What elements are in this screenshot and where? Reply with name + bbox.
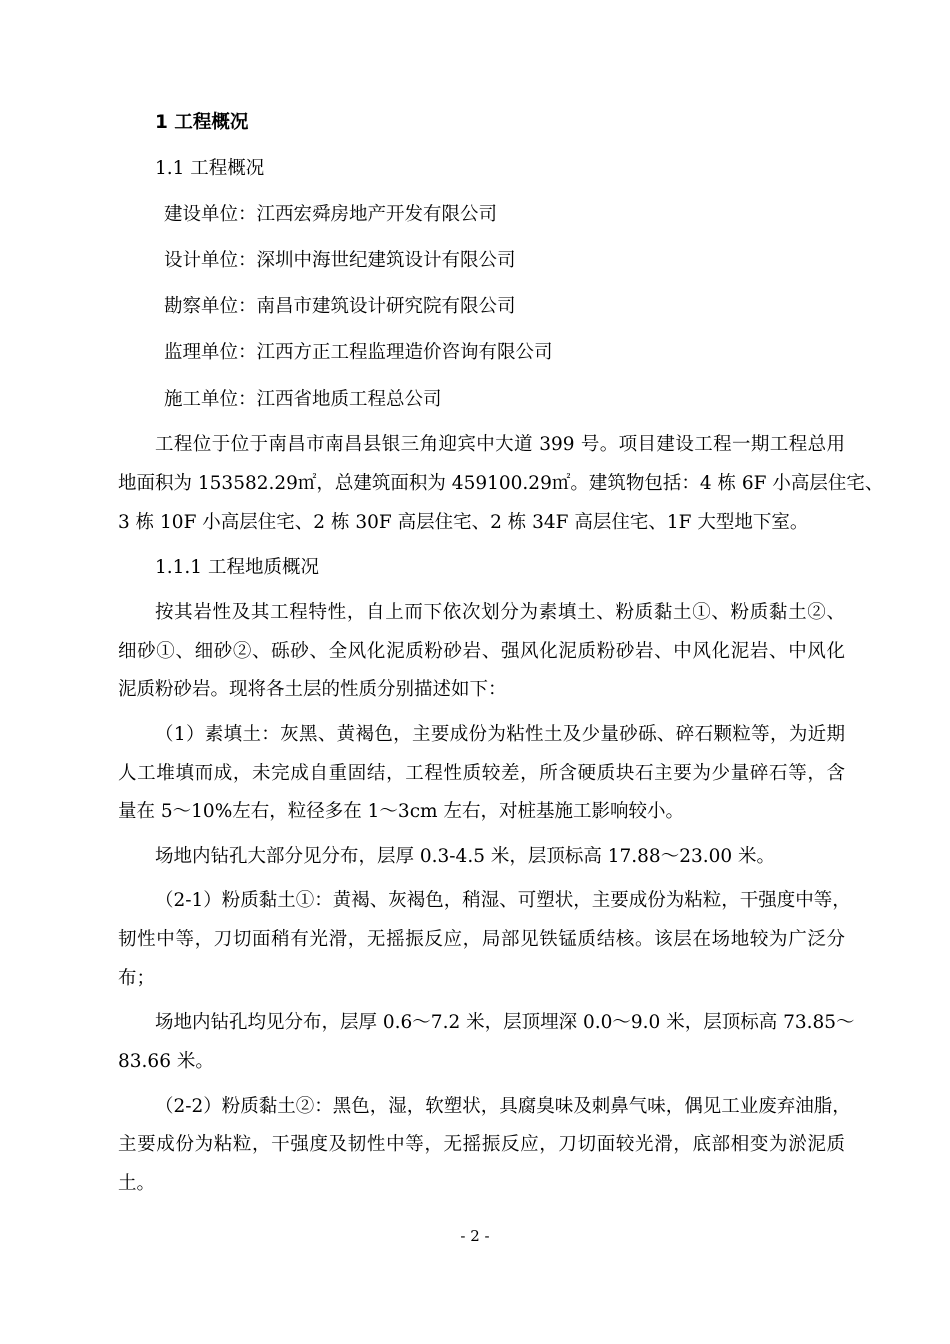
paragraph-line: （1）素填土：灰黑、黄褐色，主要成份为粘性土及少量砂砾、碎石颗粒等，为近期 [155,724,845,745]
unit-design: 设计单位：深圳中海世纪建筑设计有限公司 [164,250,516,271]
paragraph-line: 83.66 米。 [118,1051,214,1072]
paragraph-line: 3 栋 10F 小高层住宅、2 栋 30F 高层住宅、2 栋 34F 高层住宅、1F 大型地下室。 [118,512,809,533]
paragraph-line: 工程位于位于南昌市南昌县银三角迎宾中大道 399 号。项目建设工程一期工程总用 [155,434,845,455]
paragraph-line: （2-1）粉质黏土①：黄褐、灰褐色，稍湿、可塑状，主要成份为粘粒，干强度中等， [155,890,851,911]
paragraph-line: 场地内钻孔大部分见分布，层厚 0.3-4.5 米，层顶标高 17.88～23.00 米。 [155,846,776,867]
paragraph-line: 人工堆填而成，未完成自重固结，工程性质较差，所含硬质块石主要为少量碎石等，含 [118,763,845,784]
subsubsection-heading: 1.1.1 工程地质概况 [155,557,319,578]
unit-contractor: 施工单位：江西省地质工程总公司 [164,389,442,410]
paragraph-line: 韧性中等，刀切面稍有光滑，无摇振反应，局部见铁锰质结核。该层在场地较为广泛分 [118,929,845,950]
paragraph-line: 主要成份为粘粒，干强度及韧性中等，无摇振反应，刀切面较光滑，底部相变为淤泥质 [118,1134,845,1155]
unit-survey: 勘察单位：南昌市建筑设计研究院有限公司 [164,296,516,317]
paragraph-line: 泥质粉砂岩。现将各土层的性质分别描述如下： [118,679,507,700]
paragraph-line: 土。 [118,1173,156,1194]
paragraph-line: 量在 5～10%左右，粒径多在 1～3cm 左右，对桩基施工影响较小。 [118,801,684,822]
unit-supervision: 监理单位：江西方正工程监理造价咨询有限公司 [164,342,553,363]
paragraph-line: 场地内钻孔均见分布，层厚 0.6～7.2 米，层顶埋深 0.0～9.0 米，层顶标高 73.85～ [155,1012,855,1033]
paragraph-line: 按其岩性及其工程特性，自上而下依次划分为素填土、粉质黏土①、粉质黏土②、 [155,602,845,623]
subsection-heading: 1.1 工程概况 [155,158,265,179]
section-heading: 1 工程概况 [155,112,249,133]
unit-construction: 建设单位：江西宏舜房地产开发有限公司 [164,204,498,225]
page-number: - 2 - [460,1227,490,1245]
paragraph-line: 布； [118,968,156,989]
paragraph-line: 地面积为 153582.29㎡，总建筑面积为 459100.29㎡。建筑物包括：4 栋 6F 小高层住宅、 [118,473,884,494]
paragraph-line: （2-2）粉质黏土②：黑色，湿，软塑状，具腐臭味及刺鼻气味，偶见工业废弃油脂， [155,1096,851,1117]
paragraph-line: 细砂①、细砂②、砾砂、全风化泥质粉砂岩、强风化泥质粉砂岩、中风化泥岩、中风化 [118,641,845,662]
